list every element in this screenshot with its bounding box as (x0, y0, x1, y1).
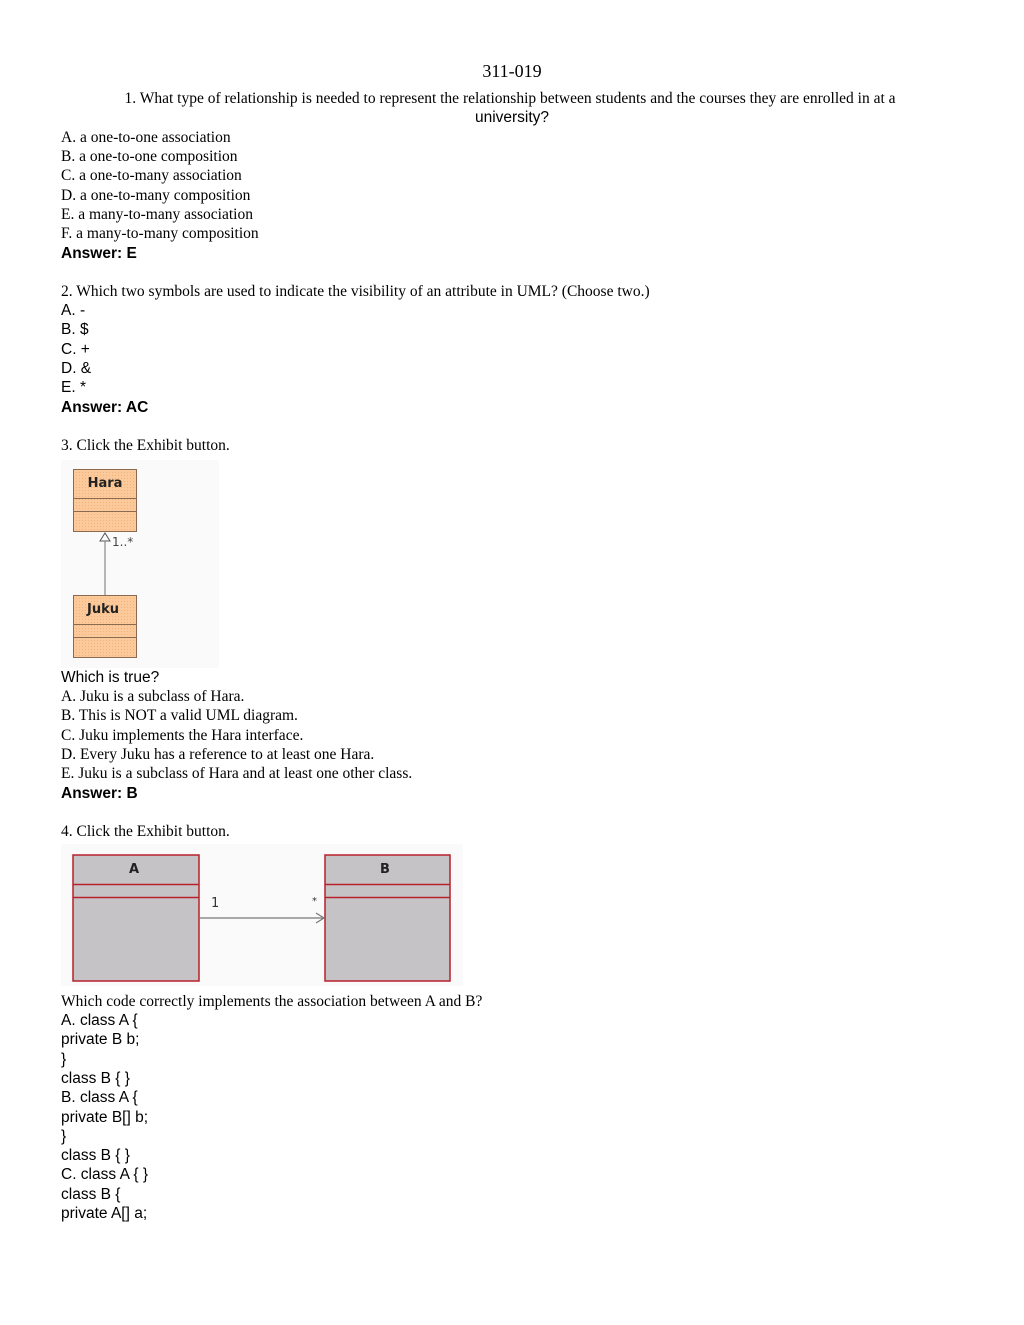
q3-prompt: Which is true? (61, 669, 160, 686)
q3-question: 3. Click the Exhibit button. (61, 437, 230, 454)
q2-option-a: A. - (61, 302, 86, 319)
q1-option-e: E. a many-to-many association (61, 206, 253, 223)
multiplicity-label: 1..* (112, 535, 134, 549)
q4-code-line-2: private B b; (61, 1031, 140, 1048)
q3-option-e: E. Juku is a subclass of Hara and at least one other class. (61, 765, 413, 782)
q2-option-d: D. & (61, 360, 92, 377)
q4-code-line-6: private B[] b; (61, 1109, 149, 1126)
q1-option-f: F. a many-to-many composition (61, 225, 259, 242)
q4-exhibit-diagram (61, 844, 463, 986)
q2-question: 2. Which two symbols are used to indicate the visibility of an attribute in UML? (Choose two.) (61, 283, 650, 300)
q1-option-b: B. a one-to-one composition (61, 148, 238, 165)
class-a-name: A (128, 862, 140, 877)
q2-option-c: C. + (61, 341, 90, 358)
q3-option-c: C. Juku implements the Hara interface. (61, 727, 304, 744)
q2-option-e: E. * (61, 379, 86, 396)
hara-class-name: Hara (87, 476, 123, 491)
class-b-box (325, 855, 450, 981)
juku-class-name: Juku (87, 602, 119, 617)
q3-answer: Answer: B (61, 785, 138, 802)
q4-question: 4. Click the Exhibit button. (61, 823, 230, 840)
page-code: 311-019 (482, 61, 542, 81)
q4-code-line-11: private A[] a; (61, 1205, 148, 1222)
q3-option-b: B. This is NOT a valid UML diagram. (61, 707, 298, 724)
q1-option-a: A. a one-to-one association (61, 129, 231, 146)
class-a-box (73, 855, 199, 981)
q4-code-line-8: class B { } (61, 1147, 130, 1164)
q4-code-line-4: class B { } (61, 1070, 130, 1087)
q1-option-d: D. a one-to-many composition (61, 187, 251, 204)
q4-code-line-5: B. class A { (61, 1089, 138, 1106)
q4-prompt: Which code correctly implements the association between A and B? (61, 993, 483, 1010)
q4-code-line-3: } (61, 1051, 67, 1068)
class-b-name: B (380, 862, 390, 877)
q3-option-a: A. Juku is a subclass of Hara. (61, 688, 245, 705)
q2-option-b: B. $ (61, 321, 89, 338)
juku-class-box (74, 596, 137, 658)
q1-answer: Answer: E (61, 245, 137, 262)
q2-answer: Answer: AC (61, 399, 149, 416)
q3-option-d: D. Every Juku has a reference to at least one Hara. (61, 746, 375, 763)
q3-exhibit-diagram (61, 460, 219, 668)
q1-question-line2: university? (474, 109, 550, 126)
q1-option-c: C. a one-to-many association (61, 167, 242, 184)
q4-code-line-1: A. class A { (61, 1012, 138, 1029)
q1-question-line1: 1. What type of relationship is needed to represent the relationship between students and the courses they are enrolled in at a (124, 90, 896, 107)
q4-code-line-7: } (61, 1128, 67, 1145)
left-multiplicity: 1 (211, 896, 220, 911)
right-multiplicity: * (312, 896, 317, 907)
q4-code-line-10: class B { (61, 1186, 121, 1203)
q4-code-line-9: C. class A { } (61, 1166, 149, 1183)
hara-class-box (74, 470, 137, 532)
